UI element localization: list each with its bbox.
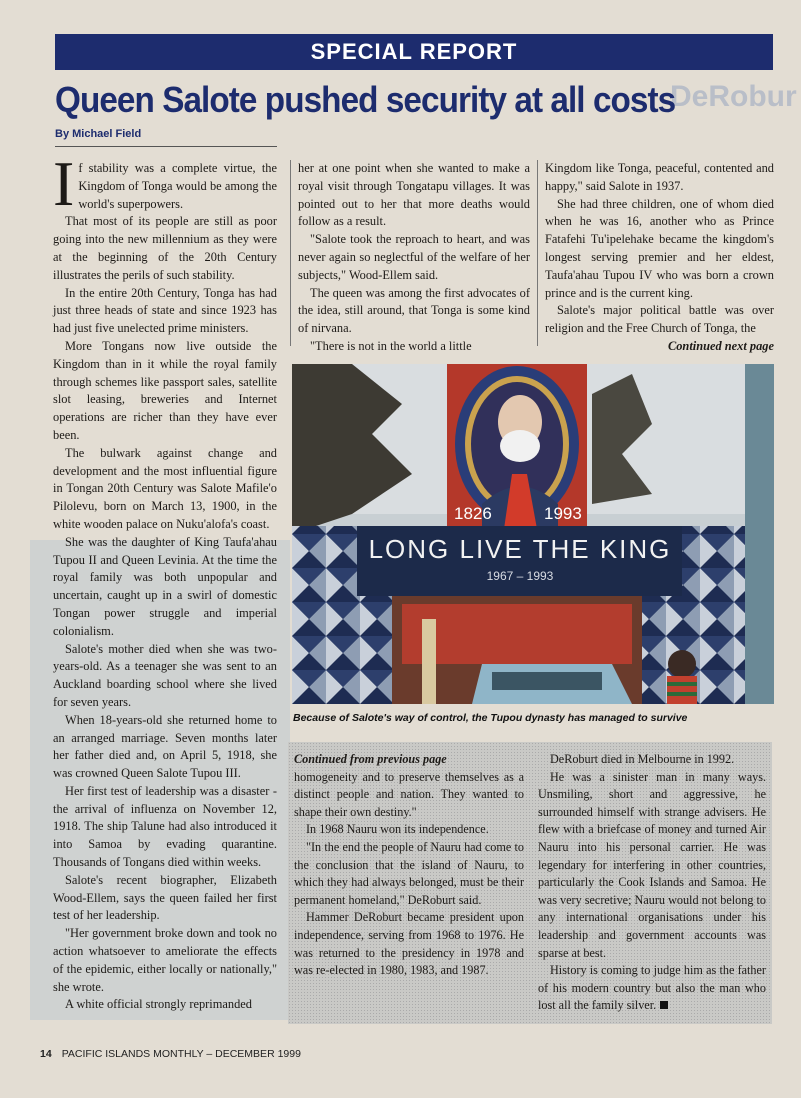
paragraph: Salote's recent biographer, Elizabeth Wood-Ellem, says the queen failed her first test of her leadership. <box>53 872 277 923</box>
paragraph: A white official strongly reprimanded <box>65 997 252 1012</box>
paragraph: DeRoburt died in Melbourne in 1992. <box>550 752 735 766</box>
sidebar-column-2 <box>538 751 766 1015</box>
banner-long-live-the-king: LONG LIVE THE KING <box>368 534 672 564</box>
paragraph: "In the end the people of Nauru had come to the conclusion that the island of Nauru, to which they had always belonged, must be their permanent homeland," DeRoburt said. <box>294 839 524 907</box>
continued-next-page: Continued next page <box>667 338 774 353</box>
show-through-headline: DeRobur <box>670 80 797 113</box>
sidebar-column-1 <box>294 751 524 980</box>
column-divider <box>290 160 291 346</box>
paragraph: Salote's mother died when she was two-years-old. As a teenager she was sent to an Auckland boarding school where she lived for seven years. <box>53 641 277 709</box>
paragraph: In the entire 20th Century, Tonga has had just three heads of state and since 1923 has had just five unelected prime ministers. <box>53 285 277 336</box>
paragraph: He was a sinister man in many ways. Unsmiling, short and aggressive, he surrounded himself with strange advisers. He flew with a briefcase of money and turned Air Nauru into his personal carrier. He was legendary for interfering in other countries, particularly the Cook Islands and Samoa. He was very secretive; Nauru would not belong to any international organisations under his leadership and government accounts was sparse at best. <box>538 769 766 960</box>
article-column-3 <box>545 160 774 356</box>
publication-line: PACIFIC ISLANDS MONTHLY – DECEMBER 1999 <box>61 1048 301 1060</box>
year-1826: 1826 <box>454 504 492 523</box>
paragraph: Kingdom like Tonga, peaceful, contented and happy," said Salote in 1937. <box>545 161 774 193</box>
paragraph: Her first test of leadership was a disaster - the arrival of influenza on November 12, 1918. The ship Talune had also introduced it into Samoa by evading quarantine. Thousands of Tongans died within weeks. <box>53 783 277 870</box>
paragraph: When 18-years-old she returned home to an arranged marriage. Seven months later her father died and, on April 5, 1918, she was crowned Queen Salote Tupou III. <box>53 712 277 781</box>
paragraph: her at one point when she wanted to make a royal visit through Tongatapu villages. It was pointed out to her that more deaths would follow as a result. <box>298 161 530 229</box>
continued-sidebar <box>288 742 772 1024</box>
paragraph: The queen was among the first advocates of the idea, still around, that Tonga is some kind of nirvana. <box>298 285 530 336</box>
section-banner: SPECIAL REPORT <box>55 34 773 70</box>
byline-rule <box>55 146 277 147</box>
paragraph: The bulwark against change and development and the most influential figure in Tongan 20th Century was Salote Mafile'o Pilolevu, born on March 13, 1900, in the white wooden palace on Nuku'alofa's coast. <box>53 445 277 531</box>
page-footer <box>40 1048 301 1060</box>
photo-caption: Because of Salote's way of control, the Tupou dynasty has managed to survive <box>293 712 688 724</box>
continued-from-previous-page: Continued from previous page <box>294 752 447 766</box>
paragraph: She was the daughter of King Taufa'ahau Tupou II and Queen Levinia. At the time the royal family was both unpopular and uncertain, caught up in a swirl of domestic Tongan power struggle and imperial colonialism. <box>53 534 277 638</box>
paragraph: homogeneity and to preserve themselves as a distinct people and nation. They wanted to shape their own destiny." <box>294 769 524 819</box>
paragraph: If stability was a complete virtue, the Kingdom of Tonga would be among the world's superpowers. <box>53 148 277 219</box>
paragraph: "There is not in the world a little <box>310 338 472 353</box>
paragraph: Salote's major political battle was over religion and the Free Church of Tonga, the <box>545 303 774 336</box>
photo-illustration <box>292 364 745 704</box>
article-column-1 <box>53 148 277 1014</box>
year-1993: 1993 <box>544 504 582 523</box>
page-number: 14 <box>40 1048 52 1060</box>
end-mark <box>660 1001 668 1009</box>
paragraph: More Tongans now live outside the Kingdom than in it while the royal family through schemes like passport sales, satellite slot leasing, breweries and Internet operations are richer than they have ever been. <box>53 338 277 442</box>
paragraph: "Her government broke down and took no action whatsoever to ameliorate the effects of the epidemic, either locally or nationally," she wrote. <box>53 926 277 994</box>
photo-long-live-the-king-arch <box>292 364 745 704</box>
drop-cap: I <box>53 148 75 219</box>
paragraph: She had three children, one of whom died when he was 16, another who as Prince Fatafehi Tu'ipelehake became the kingdom's longest serving premier and her eldest, Taufa'ahau Tupou IV who was born a crown prince and is the current king. <box>545 196 774 300</box>
banner-years: 1967 – 1993 <box>486 569 554 583</box>
headline: Queen Salote pushed security at all costs <box>55 79 676 120</box>
column-divider <box>537 160 538 346</box>
article-column-2 <box>298 160 530 356</box>
paragraph: In 1968 Nauru won its independence. <box>306 822 489 837</box>
paragraph: That most of its people are still as poor going into the new millennium as they were at the beginning of the 20th Century illustrates the perils of such stability. <box>53 214 277 282</box>
paragraph: "Salote took the reproach to heart, and was never again so neglectful of the welfare of her subjects," Wood-Ellem said. <box>298 232 530 282</box>
paragraph: History is coming to judge him as the father of his modern country but also the man who lost all the family silver. <box>538 963 766 1013</box>
byline: By Michael Field <box>55 128 142 140</box>
paragraph: Hammer DeRoburt became president upon independence, serving from 1968 to 1976. He was returned to the presidency in 1978 and was re-elected in 1980, 1983, and 1987. <box>294 910 524 978</box>
